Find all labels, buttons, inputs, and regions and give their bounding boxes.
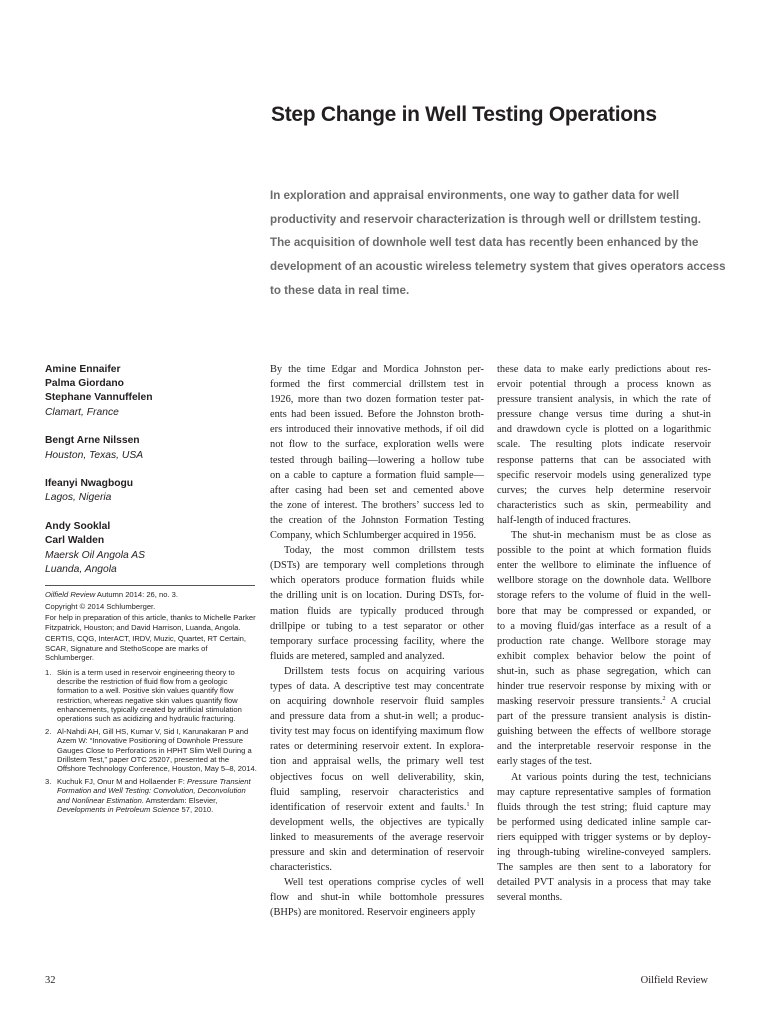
text-line: shut-in, such as phase segregation, which can — [497, 665, 711, 677]
author-name: Carl Walden — [45, 535, 105, 547]
abstract-line: In exploration and appraisal environments, one way to gather data for well — [270, 189, 680, 202]
text-line: and pressure data from a shut-in well; a produc- — [270, 711, 484, 723]
text-line: Today, the most common drillstem tests — [284, 545, 484, 557]
text-fragment: In — [469, 801, 484, 813]
text-line: storage refers to the volume of fluid in the well- — [497, 590, 711, 602]
text-line: pressure change versus time during a shut-in — [497, 409, 711, 421]
text-line: development wells, the objectives are typically — [270, 816, 484, 828]
text-line: detailed PVT analysis in a process that may take — [497, 877, 711, 889]
article-notes — [45, 590, 257, 818]
author-location: Maersk Oil Angola AS — [45, 549, 145, 561]
author-name: Palma Giordano — [45, 378, 124, 390]
text-line: half-length of induced fractures. — [497, 514, 631, 526]
text-line: linked to measurements of the average reservoir — [270, 831, 484, 843]
text-line: bore that may be compressed or expanded, or — [497, 605, 711, 617]
text-line: fluids through the test string; fluid capture may — [497, 801, 711, 813]
footnote-number: 2. — [45, 727, 52, 737]
text-line: production rate change. Wellbore storage may — [497, 635, 711, 647]
text-line: may capture representative samples of formation — [497, 786, 711, 798]
text-line: fluids are metered, sampled and analyzed. — [270, 650, 445, 662]
text-line: enter the wellbore to eliminate the influence of — [497, 560, 711, 572]
page-number: 32 — [45, 975, 56, 986]
text-line: rates or determining reservoir extent. In explora- — [270, 741, 484, 753]
text-line: temporary surface processing facility, where the — [270, 635, 484, 647]
text-line: characteristics. — [270, 862, 333, 874]
body-column-1 — [270, 362, 484, 920]
text-line: specific reservoir models using generalized type — [497, 469, 711, 481]
author-group — [45, 520, 255, 577]
author-group — [45, 477, 255, 505]
text-line: types of data. A descriptive test may concentrate — [270, 680, 484, 692]
footnote-text: Kuchuk FJ, Onur M and Hollaender F: Pressure Transient Formation and Well Testing: Convolution, Deconvolution and Nonlinear Estimation. Amsterdam: Elsevier, Developments in Petroleum Science 57, 2010. — [57, 777, 251, 814]
journal-name: Oilfield Review — [640, 975, 708, 986]
text-line: fluid sampling, reservoir characteristics and — [270, 786, 484, 798]
text-line: ers introduced their innovative methods, if oil did — [270, 424, 484, 436]
text-line: pressure and skin and determination of reservoir — [270, 847, 484, 858]
text-line: The samples are then sent to a laboratory for — [497, 862, 711, 874]
footnote-number: 3. — [45, 777, 52, 787]
footnotes — [45, 668, 257, 814]
text-line: response patterns that can be associated with — [497, 454, 711, 466]
text-line: riers equipped with trigger systems or by deploy- — [497, 831, 711, 843]
text-line: By the time Edgar and Mordica Johnston per- — [270, 364, 484, 375]
text-line: The shut-in mechanism must be as close as — [511, 530, 711, 542]
copyright-notice: Copyright © 2014 Schlumberger. — [45, 601, 156, 611]
text-line: At various points during the test, technicians — [511, 771, 711, 783]
text-line: the drilling unit is on location. During DSTs, for- — [270, 590, 484, 602]
text-line: the zone of interest. The brothers’ success led to — [270, 499, 484, 511]
footnote-text: Al-Nahdi AH, Gill HS, Kumar V, Sid I, Karunakaran P and Azem W: “Innovative Positioning of Downhole Pressure Gauges Close to Perforations in HPHT Slim Well During a Drillstem Test,” paper OTC 25207, presented at the Offshore Technology Conference, Houston, May 5–8, 2014. — [57, 727, 257, 773]
text-line: Company, which Schlumberger acquired in 1956. — [270, 530, 477, 542]
author-group — [45, 363, 255, 420]
text-line: scale. The resulting plots indicate reservoir — [497, 439, 711, 451]
author-group — [45, 434, 255, 462]
author-name: Bengt Arne Nilssen — [45, 435, 140, 447]
abstract-line: development of an acoustic wireless telemetry system that gives operators access — [270, 260, 726, 274]
text-line: early stages of the test. — [497, 756, 592, 768]
text-line: guishing between the effects of wellbore storage — [497, 726, 711, 738]
text-line: 1926, more than two dozen formation tester pat- — [270, 394, 484, 406]
text-line: after casing had been set and cemented above — [270, 484, 484, 496]
body-column-2 — [497, 362, 711, 905]
author-location: Luanda, Angola — [45, 563, 117, 575]
text-line: flow and shut-in while bottomhole pressures — [270, 892, 484, 904]
author-name: Ifeanyi Nwagbogu — [45, 478, 134, 490]
text-line: masking reservoir pressure transients.$^2$ A crucial — [497, 696, 711, 708]
footnote-marker: 1 — [466, 801, 470, 808]
text-line: wellbore storage on the downhole data. Wellbore — [497, 575, 711, 587]
text-line: on acquiring downhole reservoir fluid samples — [270, 696, 484, 708]
author-name: Stephane Vannuffelen — [45, 392, 153, 404]
text-line: to a moving fluid/gas interface as a result of a — [497, 620, 711, 632]
text-line: not flow to the surface, exploration wells were — [270, 439, 484, 451]
text-line: on a cable to capture a formation fluid sample— — [270, 469, 484, 481]
text-line: formed the first commercial drillstem test in — [270, 379, 484, 391]
text-line: these data to make early predictions about res- — [497, 364, 711, 375]
abstract-line: The acquisition of downhole well test data has recently been enhanced by the — [270, 236, 699, 250]
trademark-notice: CERTIS, CQG, InterACT, IRDV, Muzic, Quartet, RT Certain, SCAR, Signature and StethoScope are marks of Schlumberger. — [45, 634, 247, 662]
text-line: drillpipe or tubing to a test separator or other — [270, 620, 484, 632]
text-fragment: A crucial — [665, 696, 711, 708]
abstract-line: productivity and reservoir characterization is through well or drillstem testing. — [270, 212, 701, 226]
footnote-text: Skin is a term used in reservoir engineering theory to describe the restriction of fluid flow from a geologic formation to a well. Positive skin values quantify flow restriction, whereas negative skin values quantify flow enhancements, typically created by artificial stimulation operations such as acidizing and hydraulic fracturing. — [57, 667, 242, 723]
text-line: Well test operations comprise cycles of well — [284, 877, 484, 889]
text-line: pressure transient analysis, in which the rate of — [497, 394, 711, 406]
text-line: and drawdown cycle is plotted on a logarithmic — [497, 424, 711, 436]
text-line: mation fluids are typically produced through — [270, 605, 484, 617]
journal-citation: Oilfield Review Autumn 2014: 26, no. 3. — [45, 590, 178, 599]
text-line: characteristics such as skin, permeability and — [497, 499, 711, 511]
text-line: Drillstem tests focus on acquiring various — [284, 665, 484, 677]
text-line: and the interpretable reservoir response in the — [497, 741, 711, 753]
footnote-marker: 2 — [662, 696, 666, 703]
author-list — [45, 363, 255, 591]
author-location: Clamart, France — [45, 406, 119, 418]
text-line: hinder true reservoir response by mixing with or — [497, 680, 711, 692]
text-line: identification of reservoir extent and faults.$^1$ In — [270, 801, 484, 813]
text-line: several months. — [497, 892, 563, 904]
footnote — [45, 777, 257, 814]
acknowledgments: For help in preparation of this article, thanks to Michelle Parker Fitzpatrick, Houston; and David Harrison, Luanda, Angola. — [45, 613, 256, 632]
text-line: be performed using dedicated inline sample car- — [497, 816, 711, 828]
abstract-line: to these data in real time. — [270, 283, 410, 297]
text-line: possible to the point at which formation fluids — [497, 545, 711, 557]
author-name: Andy Sooklal — [45, 521, 111, 533]
text-line: objectives focus on well deliverability, skin, — [270, 771, 484, 783]
text-line: (BHPs) are monitored. Reservoir engineers apply — [270, 907, 476, 919]
text-line: tested through bailing—lowering a hollow tube — [270, 454, 484, 466]
text-line: ing through-tubing wireline-conveyed samplers. — [497, 847, 711, 858]
author-location: Lagos, Nigeria — [45, 492, 112, 504]
footnote-number: 1. — [45, 667, 52, 677]
footnote — [45, 668, 257, 723]
footnote — [45, 727, 257, 773]
text-line: tion and appraisal wells, the primary well test — [270, 756, 484, 768]
text-line: (DSTs) are temporary well completions through — [270, 560, 484, 572]
text-line: part of the pressure transient analysis is distin- — [497, 711, 711, 723]
notes-divider — [45, 585, 255, 586]
author-name: Amine Ennaifer — [45, 364, 121, 375]
article-title: Step Change in Well Testing Operations — [271, 103, 657, 126]
article-abstract — [270, 184, 726, 303]
text-line: ervoir potential through a process known as — [497, 379, 711, 391]
text-line: curves; the curves help determine reservoir — [497, 484, 711, 496]
text-line: exhibit complex behavior below the point of — [497, 650, 711, 662]
text-line: ents had been issued. Before the Johnston broth- — [270, 409, 484, 421]
text-line: the creation of the Johnston Formation Testing — [270, 514, 484, 526]
author-location: Houston, Texas, USA — [45, 449, 144, 461]
text-line: tivity test may focus on identifying maximum flow — [270, 726, 484, 738]
text-line: which operators produce formation fluids while — [270, 575, 484, 587]
